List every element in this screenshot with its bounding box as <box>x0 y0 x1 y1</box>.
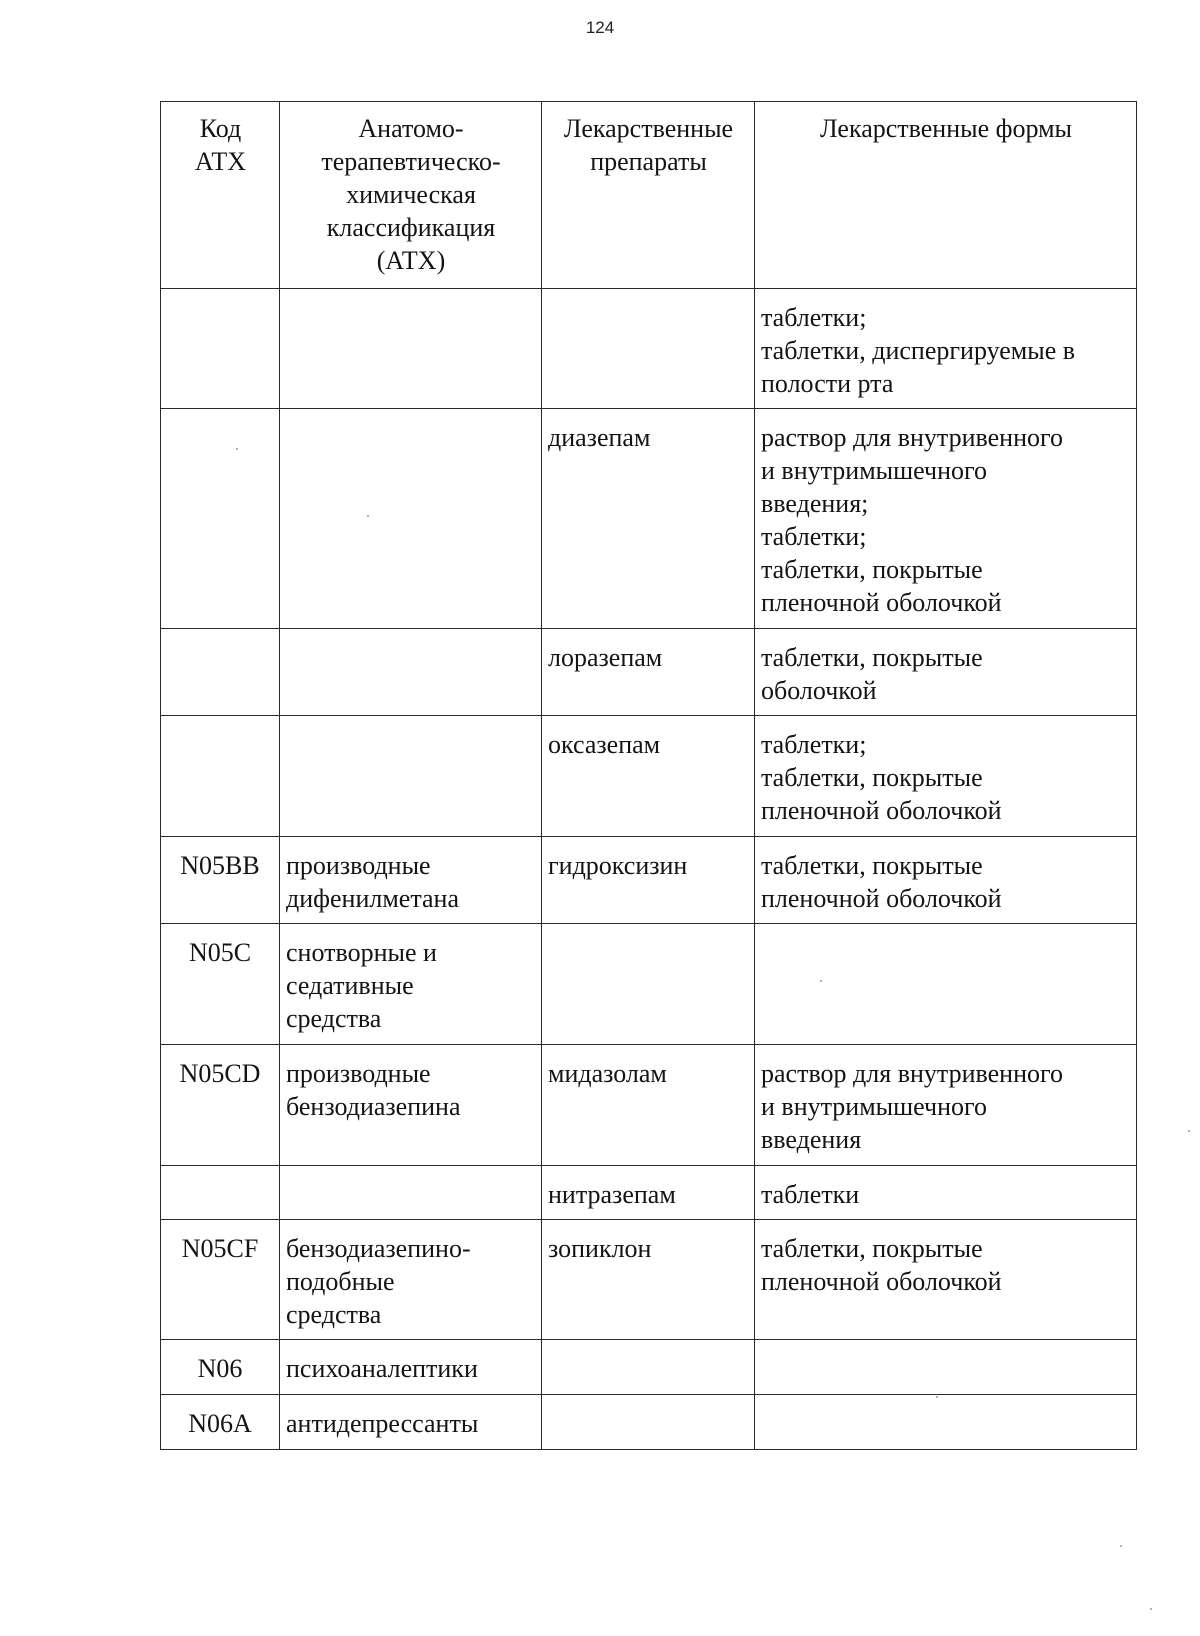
header-atc-classification: Анатомо- терапевтическо- химическая классификация (АТХ) <box>280 102 542 289</box>
cell-dosage-forms: раствор для внутривенного и внутримышечного введения <box>755 1045 1137 1166</box>
cell-classification <box>280 409 542 629</box>
table-row <box>161 1166 1137 1220</box>
cell-atc-code: N05C <box>161 924 280 1045</box>
cell-dosage-forms: таблетки; таблетки, покрытые пленочной оболочкой <box>755 716 1137 837</box>
cell-dosage-forms: таблетки, покрытые пленочной оболочкой <box>755 1220 1137 1340</box>
cell-atc-code: N05BB <box>161 837 280 924</box>
table-row <box>161 409 1137 629</box>
cell-drug: оксазепам <box>542 716 755 837</box>
cell-atc-code <box>161 629 280 716</box>
header-drugs: Лекарственные препараты <box>542 102 755 289</box>
table-row <box>161 629 1137 716</box>
cell-dosage-forms <box>755 1395 1137 1450</box>
cell-classification: бензодиазепино- подобные средства <box>280 1220 542 1340</box>
cell-atc-code: N06A <box>161 1395 280 1450</box>
scan-speck <box>1120 1545 1122 1547</box>
table-row <box>161 1340 1137 1395</box>
cell-atc-code: N05CD <box>161 1045 280 1166</box>
scan-speck <box>1188 1130 1190 1132</box>
cell-dosage-forms: таблетки <box>755 1166 1137 1220</box>
scan-speck <box>820 980 822 982</box>
table-row <box>161 716 1137 837</box>
cell-classification <box>280 1166 542 1220</box>
cell-atc-code: N06 <box>161 1340 280 1395</box>
cell-atc-code <box>161 716 280 837</box>
table-row <box>161 924 1137 1045</box>
cell-drug <box>542 1340 755 1395</box>
atc-drug-table <box>160 101 1137 1450</box>
cell-drug: гидроксизин <box>542 837 755 924</box>
cell-atc-code: N05CF <box>161 1220 280 1340</box>
cell-drug: зопиклон <box>542 1220 755 1340</box>
cell-classification: психоаналептики <box>280 1340 542 1395</box>
cell-dosage-forms <box>755 924 1137 1045</box>
table-row <box>161 837 1137 924</box>
cell-drug: лоразепам <box>542 629 755 716</box>
cell-atc-code <box>161 409 280 629</box>
cell-drug: нитразепам <box>542 1166 755 1220</box>
cell-classification <box>280 629 542 716</box>
cell-classification <box>280 289 542 409</box>
cell-drug: диазепам <box>542 409 755 629</box>
scan-speck <box>236 448 238 450</box>
cell-classification <box>280 716 542 837</box>
cell-drug <box>542 1395 755 1450</box>
header-dosage-forms: Лекарственные формы <box>755 102 1137 289</box>
cell-drug: мидазолам <box>542 1045 755 1166</box>
cell-dosage-forms: таблетки, покрытые пленочной оболочкой <box>755 837 1137 924</box>
scan-speck <box>1150 1608 1152 1610</box>
cell-classification: снотворные и седативные средства <box>280 924 542 1045</box>
cell-atc-code <box>161 289 280 409</box>
cell-classification: производные дифенилметана <box>280 837 542 924</box>
table-row <box>161 1045 1137 1166</box>
cell-drug <box>542 289 755 409</box>
cell-dosage-forms: таблетки, покрытые оболочкой <box>755 629 1137 716</box>
cell-classification: антидепрессанты <box>280 1395 542 1450</box>
header-atc-code: Код АТХ <box>161 102 280 289</box>
table-header-row <box>161 102 1137 289</box>
cell-atc-code <box>161 1166 280 1220</box>
scan-speck <box>367 515 369 517</box>
cell-dosage-forms: раствор для внутривенного и внутримышечного введения; таблетки; таблетки, покрытые пленочной оболочкой <box>755 409 1137 629</box>
cell-classification: производные бензодиазепина <box>280 1045 542 1166</box>
page-number: 124 <box>585 18 615 37</box>
table-row <box>161 1395 1137 1450</box>
table-row <box>161 1220 1137 1340</box>
scan-speck <box>936 1396 938 1398</box>
cell-dosage-forms: таблетки; таблетки, диспергируемые в полости рта <box>755 289 1137 409</box>
table-row <box>161 289 1137 409</box>
cell-drug <box>542 924 755 1045</box>
cell-dosage-forms <box>755 1340 1137 1395</box>
